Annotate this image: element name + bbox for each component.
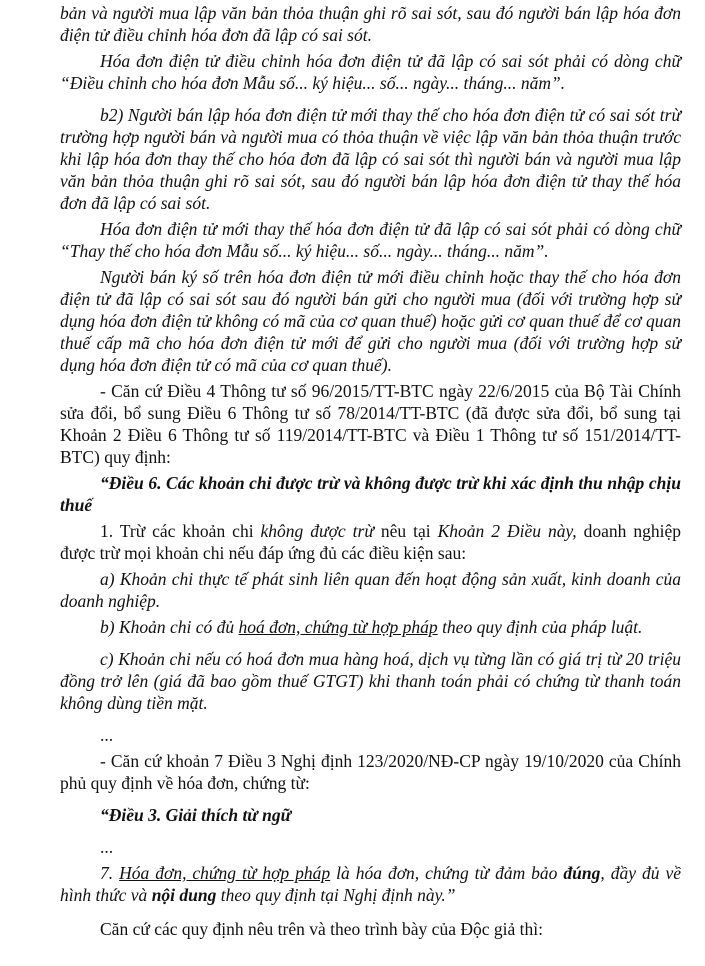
paragraph-decree-123: - Căn cứ khoản 7 Điều 3 Nghị định 123/2020/NĐ-CP ngày 19/10/2020 của Chính phủ quy định về hóa đơn, chứng từ: xyxy=(60,751,681,793)
paragraph-condition-b xyxy=(60,616,681,638)
clause-1-suffix: doanh nghiệp được trừ mọi khoản chi nếu đáp ứng đủ các điều kiện sau: xyxy=(60,521,681,563)
clause-7-mid: là hóa đơn, chứng từ đảm bảo xyxy=(330,863,564,883)
clause-7-legal-invoice: Hóa đơn, chứng từ hợp pháp xyxy=(119,863,331,883)
clause-7-suffix: theo quy định tại Nghị định này.” xyxy=(216,885,456,905)
ellipsis-1: ... xyxy=(100,725,114,745)
paragraph-conclusion: Căn cứ các quy định nêu trên và theo trình bày của Độc giả thì: xyxy=(100,919,543,939)
clause-1-mid: nêu tại xyxy=(373,521,438,541)
clause-1-reference: Khoản 2 Điều này, xyxy=(437,521,577,541)
clause-1-non-deductible: không được trừ xyxy=(260,521,374,541)
clause-1-prefix: 1. Trừ các khoản chi xyxy=(100,521,261,541)
condition-b-suffix: theo quy định của pháp luật. xyxy=(437,617,643,637)
clause-7-mid2: , đầy đủ về hình thức và xyxy=(60,863,681,905)
clause-7-number: 7. xyxy=(100,863,120,883)
paragraph-condition-c: c) Khoản chi nếu có hoá đơn mua hàng hoá, dịch vụ từng lần có giá trị từ 20 triệu đồng trở lên (giá đã bao gồm thuế GTGT) khi thanh toán phải có chứng từ thanh toán không dùng tiền mặt. xyxy=(60,649,681,713)
paragraph-adjust-invoice-text: Hóa đơn điện tử điều chỉnh hóa đơn điện tử đã lập có sai sót phải có dòng chữ “Điều chỉnh cho hóa đơn Mẫu số... ký hiệu... số... ngày... tháng... năm”. xyxy=(60,51,681,93)
ellipsis-2: ... xyxy=(100,837,114,857)
paragraph-condition-a: a) Khoản chi thực tế phát sinh liên quan đến hoạt động sản xuất, kinh doanh của doanh nghiệp. xyxy=(60,569,681,611)
paragraph-clause-1 xyxy=(60,520,681,564)
paragraph-clause-7 xyxy=(60,862,681,906)
clause-7-correct: đúng xyxy=(563,863,601,883)
paragraph-continuation: bản và người mua lập văn bản thỏa thuận ghi rõ sai sót, sau đó người bán lập hóa đơn điện tử điều chỉnh hóa đơn đã lập có sai sót. xyxy=(60,3,681,45)
condition-b-legal-invoice: hoá đơn, chứng từ hợp pháp xyxy=(238,617,438,637)
paragraph-replace-invoice-text: Hóa đơn điện tử mới thay thế hóa đơn điện tử đã lập có sai sót phải có dòng chữ “Thay thế cho hóa đơn Mẫu số... ký hiệu... số... ngày... tháng... năm”. xyxy=(60,219,681,261)
paragraph-digital-signature: Người bán ký số trên hóa đơn điện tử mới điều chỉnh hoặc thay thế cho hóa đơn điện tử đã lập có sai sót sau đó người bán gửi cho người mua (đối với trường hợp sử dụng hóa đơn điện tử không có mã của cơ quan thuế) hoặc gửi cơ quan thuế để cơ quan thuế cấp mã cho hóa đơn điện tử mới để gửi cho người mua (đối với trường hợp sử dụng hóa đơn điện tử có mã của cơ quan thuế). xyxy=(60,267,681,375)
paragraph-circular-96: - Căn cứ Điều 4 Thông tư số 96/2015/TT-BTC ngày 22/6/2015 của Bộ Tài Chính sửa đổi, bổ sung Điều 6 Thông tư số 78/2014/TT-BTC (đã được sửa đổi, bổ sung tại Khoản 2 Điều 6 Thông tư số 119/2014/TT-BTC và Điều 1 Thông tư số 151/2014/TT-BTC) quy định: xyxy=(60,381,681,467)
article-3-heading: “Điều 3. Giải thích từ ngữ xyxy=(100,805,292,825)
condition-b-prefix: b) Khoản chi có đủ xyxy=(100,617,239,637)
paragraph-b2-replace-invoice: b2) Người bán lập hóa đơn điện tử mới thay thế cho hóa đơn điện tử có sai sót trừ trường hợp người bán và người mua có thỏa thuận về việc lập văn bản thỏa thuận trước khi lập hóa đơn thay thế cho hóa đơn đã lập có sai sót thì người bán và người mua lập văn bản thỏa thuận ghi rõ sai sót, sau đó người bán lập hóa đơn điện tử thay thế hóa đơn đã lập có sai sót. xyxy=(60,105,681,213)
article-6-heading: “Điều 6. Các khoản chi được trừ và không được trừ khi xác định thu nhập chịu thuế xyxy=(60,473,681,515)
clause-7-content: nội dung xyxy=(151,885,217,905)
